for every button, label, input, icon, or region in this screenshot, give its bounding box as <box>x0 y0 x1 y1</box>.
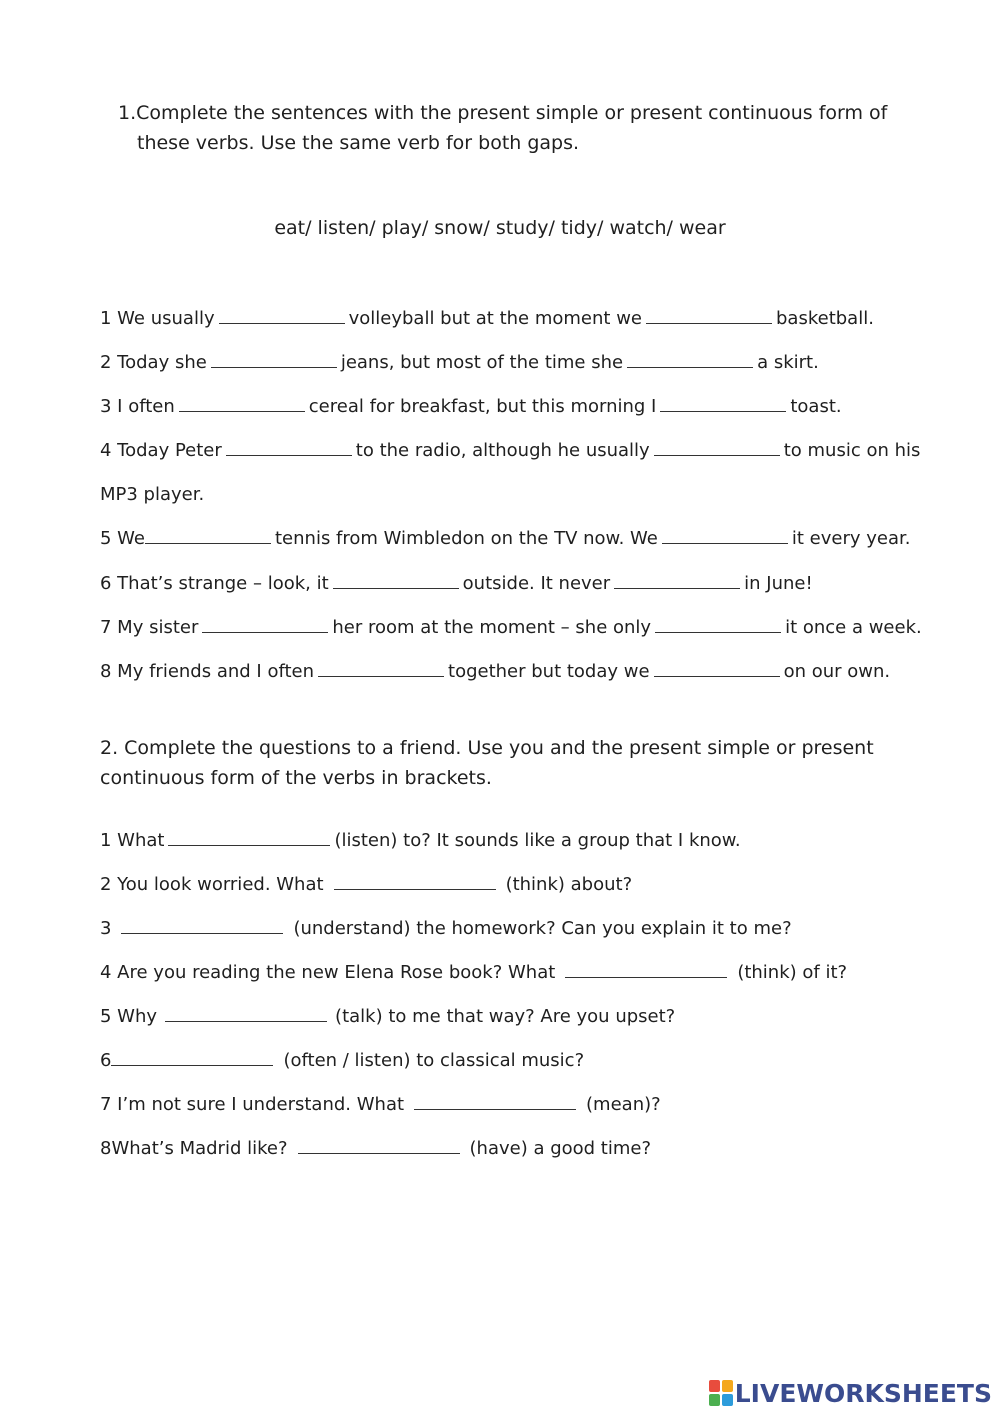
exercise-1-item-4-continued: MP3 player. <box>100 484 205 505</box>
answer-blank[interactable] <box>334 875 496 890</box>
answer-blank[interactable] <box>614 574 740 589</box>
item-text: her room at the moment – she only <box>332 617 652 638</box>
item-text: volleyball but at the moment we <box>348 308 642 329</box>
answer-blank[interactable] <box>646 309 772 324</box>
answer-blank[interactable] <box>165 1007 327 1022</box>
exercise-2-item-3 <box>100 917 792 941</box>
item-text: to the radio, although he usually <box>355 440 650 461</box>
item-text: 8What’s Madrid like? <box>100 1138 288 1159</box>
answer-blank[interactable] <box>654 662 780 677</box>
item-text: basketball. <box>776 308 874 329</box>
item-text: (often / listen) to classical music? <box>283 1050 585 1071</box>
exercise-2-item-4 <box>100 961 847 985</box>
exercise-2-item-8 <box>100 1137 651 1161</box>
exercise-1-item-1 <box>100 307 874 331</box>
item-text: jeans, but most of the time she <box>340 352 624 373</box>
item-text: 6 That’s strange – look, it <box>100 573 329 594</box>
item-text: 2 You look worried. What <box>100 874 324 895</box>
item-text: to music on his <box>783 440 921 461</box>
item-text: 2 Today she <box>100 352 207 373</box>
exercise-2-title-line1: 2. Complete the questions to a friend. Use you and the present simple or present <box>100 737 874 759</box>
item-text: in June! <box>744 573 813 594</box>
exercise-1-item-7 <box>100 616 922 640</box>
exercise-2-title-line2: continuous form of the verbs in brackets. <box>100 767 492 789</box>
answer-blank[interactable] <box>655 618 781 633</box>
exercise-1-title-line1: Complete the sentences with the present simple or present continuous form of <box>136 102 888 124</box>
answer-blank[interactable] <box>298 1139 460 1154</box>
answer-blank[interactable] <box>111 1051 273 1066</box>
item-text: 1 We usually <box>100 308 215 329</box>
answer-blank[interactable] <box>660 397 786 412</box>
item-text: on our own. <box>783 661 891 682</box>
exercise-1-item-4 <box>100 439 920 463</box>
exercise-2-item-6 <box>100 1049 584 1073</box>
item-text: (have) a good time? <box>469 1138 652 1159</box>
exercise-2-item-5 <box>100 1005 675 1029</box>
item-text: (understand) the homework? Can you explain it to me? <box>293 918 792 939</box>
answer-blank[interactable] <box>333 574 459 589</box>
exercise-2-item-2 <box>100 873 632 897</box>
liveworksheets-logo-text: LIVEWORKSHEETS <box>734 1378 992 1408</box>
exercise-1-item-3 <box>100 395 842 419</box>
answer-blank[interactable] <box>168 831 330 846</box>
item-text: (mean)? <box>586 1094 661 1115</box>
item-text: (think) about? <box>505 874 633 895</box>
item-text: 6 <box>100 1050 112 1071</box>
exercise-1-item-2 <box>100 351 819 375</box>
item-text: toast. <box>790 396 842 417</box>
item-text: 7 I’m not sure I understand. What <box>100 1094 405 1115</box>
exercise-1-number: 1. <box>118 102 137 124</box>
answer-blank[interactable] <box>565 963 727 978</box>
exercise-1-item-8 <box>100 660 890 684</box>
answer-blank[interactable] <box>219 309 345 324</box>
exercise-1-item-6 <box>100 572 813 596</box>
item-text: it every year. <box>791 528 911 549</box>
item-text: 4 Today Peter <box>100 440 222 461</box>
item-text: 5 We <box>100 528 145 549</box>
answer-blank[interactable] <box>627 353 753 368</box>
answer-blank[interactable] <box>179 397 305 412</box>
item-text: outside. It never <box>462 573 611 594</box>
item-text: 4 Are you reading the new Elena Rose book? What <box>100 962 556 983</box>
item-text: 3 I often <box>100 396 175 417</box>
answer-blank[interactable] <box>226 441 352 456</box>
exercise-1-item-5 <box>100 527 910 551</box>
answer-blank[interactable] <box>662 529 788 544</box>
item-text: (listen) to? It sounds like a group that I know. <box>334 830 741 851</box>
exercise-2-item-7 <box>100 1093 661 1117</box>
item-text: 1 What <box>100 830 165 851</box>
item-text: (talk) to me that way? Are you upset? <box>335 1006 676 1027</box>
answer-blank[interactable] <box>202 618 328 633</box>
liveworksheets-logo[interactable] <box>709 1376 992 1410</box>
item-text: tennis from Wimbledon on the TV now. We <box>275 528 658 549</box>
answer-blank[interactable] <box>121 919 283 934</box>
item-text: (think) of it? <box>737 962 848 983</box>
item-text: together but today we <box>448 661 650 682</box>
verb-word-box: eat/ listen/ play/ snow/ study/ tidy/ watch/ wear <box>274 217 726 239</box>
liveworksheets-logo-icon <box>709 1380 733 1406</box>
answer-blank[interactable] <box>414 1095 576 1110</box>
exercise-2-item-1 <box>100 829 741 853</box>
item-text: a skirt. <box>757 352 819 373</box>
answer-blank[interactable] <box>145 529 271 544</box>
item-text: cereal for breakfast, but this morning I <box>308 396 657 417</box>
answer-blank[interactable] <box>318 662 444 677</box>
item-text: 7 My sister <box>100 617 199 638</box>
exercise-1-instructions <box>118 98 887 128</box>
answer-blank[interactable] <box>654 441 780 456</box>
item-text: 3 <box>100 918 112 939</box>
exercise-1-title-line2: these verbs. Use the same verb for both gaps. <box>137 132 580 154</box>
item-text: it once a week. <box>785 617 922 638</box>
answer-blank[interactable] <box>211 353 337 368</box>
item-text: 5 Why <box>100 1006 158 1027</box>
item-text: 8 My friends and I often <box>100 661 315 682</box>
